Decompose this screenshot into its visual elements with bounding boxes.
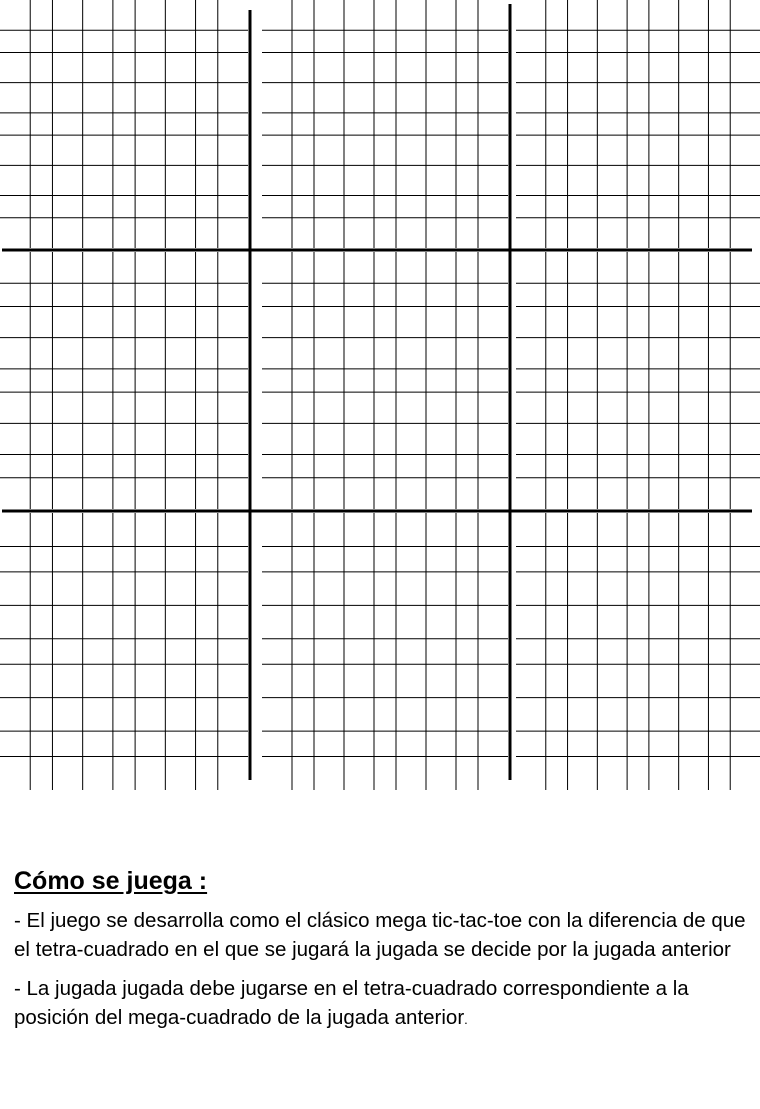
instructions xyxy=(14,864,750,1042)
rule-1-text: - El juego se desarrolla como el clásico mega tic-tac-toe con la diferencia de que el tetra-cuadrado en el que se jugará la jugada se decide por la jugada anterior xyxy=(14,909,746,961)
rule-2-period: . xyxy=(464,1012,468,1027)
rule-2-text: - La jugada jugada debe jugarse en el tetra-cuadrado correspondiente a la posición del mega-cuadrado de la jugada anterior xyxy=(14,977,689,1029)
instructions-heading: Cómo se juega : xyxy=(14,867,208,895)
rule-1 xyxy=(14,906,750,966)
rule-2 xyxy=(14,974,750,1034)
